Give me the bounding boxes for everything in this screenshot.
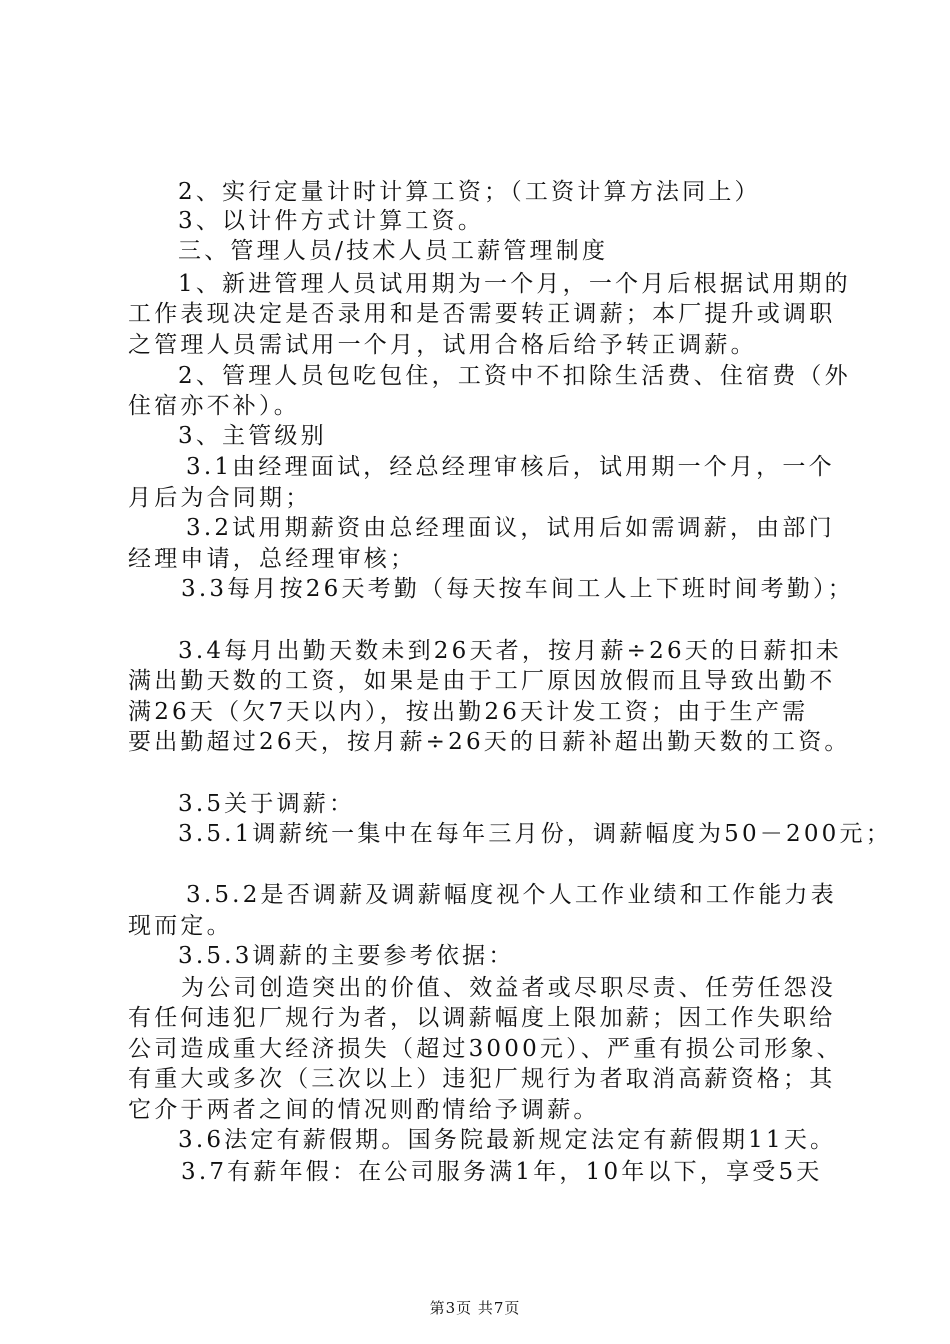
text-line: 工作表现决定是否录用和是否需要转正调薪；本厂提升或调职 <box>128 301 836 327</box>
text-line: 有任何违犯厂规行为者，以调薪幅度上限加薪；因工作失职给 <box>128 1005 836 1031</box>
text-line: 3、主管级别 <box>178 423 327 449</box>
text-line: 现而定。 <box>128 913 233 939</box>
text-line: 满26天（欠7天以内），按出勤26天计发工资；由于生产需 <box>128 699 809 725</box>
page-number: 第3页 共7页 <box>429 1299 521 1317</box>
text-line: 月后为合同期； <box>128 485 312 511</box>
text-line: 3.2试用期薪资由总经理面议，试用后如需调薪，由部门 <box>186 515 835 541</box>
text-line: 2、管理人员包吃包住，工资中不扣除生活费、住宿费（外 <box>178 363 851 389</box>
text-line: 3.5.3调薪的主要参考依据： <box>178 943 515 969</box>
text-line: 3、以计件方式计算工资。 <box>178 208 485 234</box>
section-heading: 三、管理人员/技术人员工薪管理制度 <box>178 238 609 264</box>
text-line: 公司造成重大经济损失（超过3000元）、严重有损公司形象、 <box>128 1036 843 1062</box>
text-line: 它介于两者之间的情况则酌情给予调薪。 <box>128 1097 600 1123</box>
text-line: 有重大或多次（三次以上）违犯厂规行为者取消高薪资格；其 <box>128 1066 836 1092</box>
text-line: 3.1由经理面试，经总经理审核后，试用期一个月，一个 <box>186 454 835 480</box>
text-line: 1、新进管理人员试用期为一个月，一个月后根据试用期的 <box>178 271 851 297</box>
text-line: 3.7有薪年假：在公司服务满1年，10年以下，享受5天 <box>181 1159 823 1185</box>
text-line: 3.5.1调薪统一集中在每年三月份，调薪幅度为50－200元； <box>178 821 892 847</box>
text-line: 要出勤超过26天，按月薪÷26天的日薪补超出勤天数的工资。 <box>128 729 851 755</box>
text-line: 2、实行定量计时计算工资；（工资计算方法同上） <box>178 179 761 205</box>
text-line: 3.5.2是否调薪及调薪幅度视个人工作业绩和工作能力表 <box>186 882 837 908</box>
text-line: 为公司创造突出的价值、效益者或尽职尽责、任劳任怨没 <box>181 975 836 1001</box>
text-line: 3.6法定有薪假期。国务院最新规定法定有薪假期11天。 <box>178 1127 837 1153</box>
text-line: 满出勤天数的工资，如果是由于工厂原因放假而且导致出勤不 <box>128 668 836 694</box>
text-line: 3.3每月按26天考勤（每天按车间工人上下班时间考勤）； <box>181 576 854 602</box>
text-line: 3.5关于调薪： <box>178 791 356 817</box>
text-line: 之管理人员需试用一个月，试用合格后给予转正调薪。 <box>128 332 757 358</box>
text-line: 3.4每月出勤天数未到26天者，按月薪÷26天的日薪扣未 <box>178 638 842 664</box>
text-line: 经理申请，总经理审核； <box>128 546 417 572</box>
text-line: 住宿亦不补）。 <box>128 393 300 419</box>
